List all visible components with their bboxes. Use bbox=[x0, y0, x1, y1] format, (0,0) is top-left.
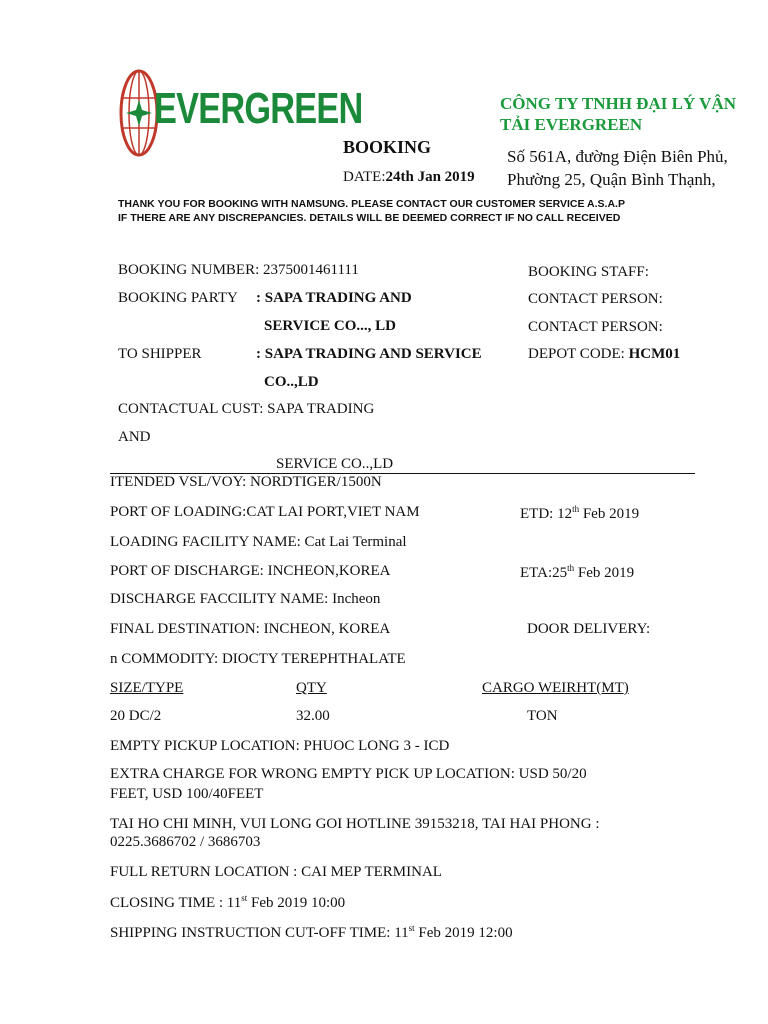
port-of-loading: PORT OF LOADING:CAT LAI PORT,VIET NAM bbox=[110, 504, 420, 520]
date-label: DATE: bbox=[343, 169, 386, 185]
notice-line2: IF THERE ARE ANY DISCREPANCIES. DETAILS WILL BE DEEMED CORRECT IF NO CALL RECEIVED bbox=[118, 212, 621, 224]
etd-label: ETD: 12 bbox=[520, 506, 573, 522]
contact-person-1: CONTACT PERSON: bbox=[528, 291, 663, 307]
company-name-line1: CÔNG TY TNHH ĐẠI LÝ VẬN bbox=[500, 94, 736, 113]
eta-sup: th bbox=[567, 563, 575, 573]
cargo-header-qty: QTY bbox=[296, 680, 327, 696]
depot-code bbox=[528, 346, 680, 363]
port-of-discharge: PORT OF DISCHARGE: INCHEON,KOREA bbox=[110, 563, 391, 579]
hotline-line1: TAI HO CHI MINH, VUI LONG GOI HOTLINE 39153218, TAI HAI PHONG : bbox=[110, 816, 600, 832]
logo-wordmark: EVERGREEN bbox=[154, 84, 363, 133]
booking-party-value-line1: : SAPA TRADING AND bbox=[256, 290, 412, 306]
closing-sup: st bbox=[241, 893, 248, 903]
booking-party-label: BOOKING PARTY bbox=[118, 290, 238, 306]
contactual-line2: AND bbox=[118, 429, 151, 445]
notice-line1: THANK YOU FOR BOOKING WITH NAMSUNG. PLEASE CONTACT OUR CUSTOMER SERVICE A.S.A.P bbox=[118, 198, 625, 210]
full-return-location: FULL RETURN LOCATION : CAI MEP TERMINAL bbox=[110, 864, 442, 880]
contactual-line1: CONTACTUAL CUST: SAPA TRADING bbox=[118, 401, 375, 417]
company-address-line2: Phường 25, Quận Bình Thạnh, bbox=[507, 170, 716, 189]
final-destination: FINAL DESTINATION: INCHEON, KOREA bbox=[110, 621, 391, 637]
cargo-header-size-type: SIZE/TYPE bbox=[110, 680, 184, 696]
globe-emblem-icon bbox=[119, 68, 159, 158]
intended-vessel-voyage: ITENDED VSL/VOY: NORDTIGER/1500N bbox=[110, 474, 382, 490]
document-title: BOOKING bbox=[343, 137, 432, 157]
cargo-weight-unit: TON bbox=[527, 708, 558, 724]
si-sup: st bbox=[408, 923, 415, 933]
etd-sup: th bbox=[572, 504, 580, 514]
closing-time bbox=[110, 893, 345, 912]
cargo-qty: 32.00 bbox=[296, 708, 330, 724]
to-shipper-label: TO SHIPPER bbox=[118, 346, 202, 362]
etd bbox=[520, 504, 639, 523]
cargo-header-weight: CARGO WEIRHT(MT) bbox=[482, 680, 629, 696]
company-address-line1: Số 561A, đường Điện Biên Phủ, bbox=[507, 147, 728, 166]
depot-value: HCM01 bbox=[628, 346, 681, 362]
cargo-size-type: 20 DC/2 bbox=[110, 708, 162, 724]
hotline-line2: 0225.3686702 / 3686703 bbox=[110, 834, 261, 850]
extra-charge-line1: EXTRA CHARGE FOR WRONG EMPTY PICK UP LOCATION: USD 50/20 bbox=[110, 766, 587, 782]
etd-rest: Feb 2019 bbox=[579, 506, 640, 522]
closing-label: CLOSING TIME : 11 bbox=[110, 895, 242, 911]
booking-party-value-line2: SERVICE CO..., LD bbox=[264, 318, 396, 334]
extra-charge-line2: FEET, USD 100/40FEET bbox=[110, 786, 264, 802]
booking-date bbox=[343, 169, 475, 186]
to-shipper-value-line1: : SAPA TRADING AND SERVICE bbox=[256, 346, 482, 362]
evergreen-logo bbox=[119, 68, 363, 158]
si-rest: Feb 2019 12:00 bbox=[414, 925, 513, 941]
to-shipper-value-line2: CO..,LD bbox=[264, 374, 319, 390]
discharge-facility: DISCHARGE FACCILITY NAME: Incheon bbox=[110, 591, 381, 607]
empty-pickup-location: EMPTY PICKUP LOCATION: PHUOC LONG 3 - ICD bbox=[110, 738, 450, 754]
si-cutoff-time bbox=[110, 923, 513, 942]
eta bbox=[520, 563, 634, 582]
eta-rest: Feb 2019 bbox=[574, 565, 635, 581]
closing-rest: Feb 2019 10:00 bbox=[247, 895, 346, 911]
depot-label: DEPOT CODE: bbox=[528, 346, 629, 362]
booking-staff: BOOKING STAFF: bbox=[528, 264, 649, 280]
company-name-line2: TẢI EVERGREEN bbox=[500, 115, 643, 134]
contact-person-2: CONTACT PERSON: bbox=[528, 319, 663, 335]
eta-label: ETA:25 bbox=[520, 565, 568, 581]
loading-facility: LOADING FACILITY NAME: Cat Lai Terminal bbox=[110, 534, 407, 550]
si-label: SHIPPING INSTRUCTION CUT-OFF TIME: 11 bbox=[110, 925, 409, 941]
booking-number: BOOKING NUMBER: 2375001461111 bbox=[118, 262, 359, 278]
contactual-line3: SERVICE CO..,LD bbox=[276, 456, 394, 472]
door-delivery: DOOR DELIVERY: bbox=[527, 621, 651, 637]
date-value: 24th Jan 2019 bbox=[385, 169, 475, 185]
commodity: n COMMODITY: DIOCTY TEREPHTHALATE bbox=[110, 651, 406, 667]
